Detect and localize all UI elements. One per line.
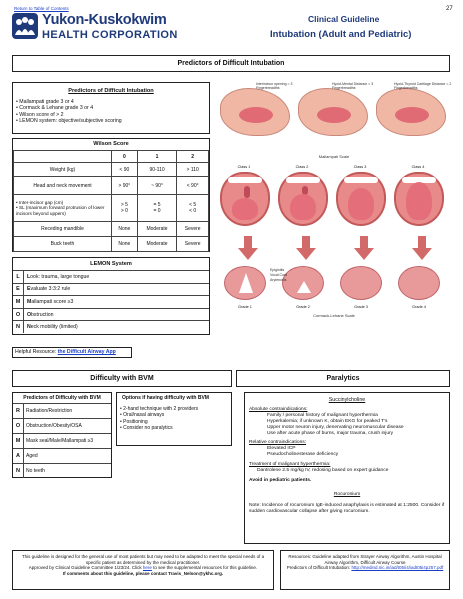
contraindication-item: Pseudocholinesterase deficiency (267, 452, 339, 458)
bvm-option-item: • Oral/nasal airways (120, 412, 165, 419)
wilson-cell: = 5 = 0 (137, 195, 177, 222)
wilson-cell: Severe (177, 222, 209, 237)
wilson-score-table (12, 138, 210, 252)
wilson-cell: > 110 (177, 163, 209, 177)
lemon-row (13, 283, 209, 296)
head-profile-image (376, 88, 446, 136)
footer-disclaimer-box (12, 550, 274, 590)
predictors-box (12, 82, 210, 134)
cormack-grade-label: Grade 2 (296, 305, 310, 309)
footer-disclaimer: This guideline is designed for the general use of most patients but may need to be adapted to meet the special needs of a specific patient as determined by the medical practitioner. (21, 554, 265, 565)
mallampati-class-3-image (336, 172, 386, 226)
lemon-letter: O (13, 309, 24, 321)
avoid-pediatric-note: Avoid in pediatric patients. (249, 477, 312, 483)
lemon-system-box (12, 257, 210, 335)
mallampati-class-2-image (278, 172, 328, 226)
rocuronium-note: Note: Incidence of rocuronium IgE-induced anaphylaxis is estimated at 1:2500. Consider if sudden cardiovascular collapse after giving rocuronium. (249, 502, 445, 514)
bvm-options-box (116, 392, 232, 446)
lemon-desc: Mallampati score ≥3 (27, 298, 74, 305)
cormack-grade-label: Grade 4 (412, 305, 426, 309)
fingerbreadth-label: Interincisor opening = 3 Fingerbreadths (256, 82, 293, 90)
footer-predictors-ref: Predictors of Difficult Intubation: http://medind.nic.in/iad/t05/i4/iadt05i4p257.pdf (286, 565, 444, 571)
contraindication-item: Family / personal history of malignant hyperthermia (267, 412, 378, 418)
mallampati-class-4-image (394, 172, 444, 226)
wilson-cell: Severe (177, 237, 209, 252)
lemon-desc: Evaluate 3:3:2 rule (27, 286, 71, 293)
page-number: 27 (446, 6, 453, 12)
lemon-desc: Obstruction (27, 311, 54, 318)
treatment-title: Treatment of malignant hyperthermia: (249, 462, 331, 468)
wilson-cell: Moderate (137, 237, 177, 252)
lemon-row (13, 295, 209, 308)
fingerbreadth-label: Hyoid-Thyroid Cartilage Distance = 2 Fingerbreadths (394, 82, 452, 90)
cormack-grade-1-image (224, 266, 266, 300)
footer-resources: Resources: Guideline adapted from Strayer Airway Algorithm, Austin Hospital Airway Algorithm, Difficult Airway Course (288, 554, 442, 565)
ykhc-logo-icon (12, 13, 38, 39)
footer-resources-box (280, 550, 450, 590)
cormack-grade-2-image (282, 266, 324, 300)
fingerbreadth-label: Hyoid-Mental Distance = 3 Fingerbreadths (332, 82, 374, 90)
romans-row: M Mask seal/Male/Mallampati ≥3 (13, 433, 111, 448)
wilson-cell: Moderate (137, 222, 177, 237)
romans-row: O Obstruction/Obesity/OSA (13, 418, 111, 433)
wilson-row-label: Weight (kg) (14, 163, 112, 177)
difficult-airway-app-link[interactable]: the Difficult Airway App (57, 349, 116, 355)
wilson-row-label: Head and neck movement (14, 177, 112, 195)
succinylcholine-title: Succinylcholine (328, 397, 366, 403)
bvm-option-item: • Consider no paralytics (120, 424, 173, 431)
wilson-cell: ~ 90° (137, 177, 177, 195)
footer-contact: If comments about this guideline, please contact Travis_Nelson@ykhc.org. (62, 570, 224, 576)
paralytics-box (244, 392, 450, 544)
bvm-predictors-title: Predictors of Difficulty with BVM (23, 395, 101, 401)
mallampati-class-label: Class 1 (237, 165, 251, 169)
wilson-cell: < 90° (177, 177, 209, 195)
relative-contraindications-title: Relative contraindications: (249, 440, 307, 446)
wilson-cell: None (112, 237, 138, 252)
paralytics-section-header: Paralytics (236, 370, 450, 387)
mallampati-class-label: Class 4 (411, 165, 425, 169)
wilson-cell: None (112, 222, 138, 237)
head-profile-image (220, 88, 290, 136)
cormack-grade-4-image (398, 266, 440, 300)
larynx-anatomy-labels: Epiglottis Vocal Cord Arytenoids (270, 268, 288, 282)
wilson-cell: < 90 (112, 163, 138, 177)
romans-row: N No teeth (13, 463, 111, 478)
bvm-option-item: • 2-hand technique with 2 providers (120, 406, 199, 412)
return-to-toc-link[interactable]: Return to Table of Contents (14, 6, 69, 11)
org-name-line1: Yukon-Kuskokwim (42, 12, 167, 28)
wilson-header-cell: 1 (137, 151, 177, 163)
head-profile-image (298, 88, 368, 136)
helpful-resource-box (12, 347, 132, 358)
contraindication-item: Elevated ICP (267, 446, 296, 452)
predictor-item: • LEMON system: objective/subjective scoring (16, 118, 122, 125)
contraindication-item: Hyperkalemia; if unknown K, obtain EKG for peaked T's (267, 418, 388, 424)
wilson-header-cell: 0 (112, 151, 138, 163)
cormack-title: Cormack-Lehane Scale (313, 313, 355, 318)
lemon-desc: Look: trauma, large tongue (27, 273, 90, 280)
wilson-cell: < 5 < 0 (177, 195, 209, 222)
predictors-pdf-link[interactable]: http://medind.nic.in/iad/t05/i4/iadt05i4p257.pdf (351, 565, 444, 571)
cormack-grade-label: Grade 1 (238, 305, 252, 309)
wilson-header-cell: 2 (177, 151, 209, 163)
wilson-cell: > 5 > 0 (112, 195, 138, 222)
predictors-section-header: Predictors of Difficult Intubation (12, 55, 450, 72)
predictor-item: • Wilson score of > 2 (16, 111, 64, 118)
helpful-resource-label: Helpful Resource: (15, 349, 58, 355)
wilson-cell: > 90° (112, 177, 138, 195)
lemon-row (13, 320, 209, 333)
contraindication-item: Use after acute phase of burns, major trauma, crush injury (267, 430, 394, 436)
cormack-grade-3-image (340, 266, 382, 300)
guideline-title: Intubation (Adult and Pediatric) (270, 29, 412, 40)
arrow-icon (228, 236, 444, 260)
footer-approval: Approved by Clinical Guideline Committee 1/23/24. Click here to see the supplemental resources for this guideline. (28, 565, 258, 571)
mallampati-title: Mallampati Scale (318, 154, 350, 159)
romans-row: R Radiation/Restriction (13, 403, 111, 418)
lemon-letter: N (13, 321, 24, 333)
rocuronium-title: Rocuronium (333, 491, 361, 497)
mallampati-class-1-image (220, 172, 270, 226)
guideline-label: Clinical Guideline (308, 14, 380, 24)
contraindication-item: Upper motor neuron injury, denervating neuromuscular disease (267, 424, 404, 430)
romans-row: A Aged (13, 448, 111, 463)
predictor-item: • Cormack & Lehane grade 3 or 4 (16, 105, 94, 112)
airway-illustration (216, 78, 452, 360)
supplemental-resources-link[interactable]: here (142, 565, 152, 571)
lemon-row (13, 270, 209, 283)
mallampati-class-label: Class 2 (295, 165, 309, 169)
lemon-letter: M (13, 296, 24, 308)
predictors-list (16, 99, 206, 125)
predictor-item: • Mallampati grade 3 or 4 (16, 99, 74, 105)
wilson-row-label: Receding mandible (14, 222, 112, 237)
absolute-contraindications-title: Absolute contraindications: (249, 406, 308, 412)
lemon-desc: Neck mobility (limited) (27, 324, 78, 331)
lemon-letter: L (13, 271, 24, 283)
wilson-cell: 90-110 (137, 163, 177, 177)
wilson-header-cell (14, 151, 112, 163)
bvm-predictors-box (12, 392, 112, 478)
wilson-row-label: • Inter-incisor gap (cm) • SL (maximum forward protrusion of lower incisors beyond uppers) (14, 195, 112, 222)
lemon-letter: E (13, 284, 24, 296)
predictors-box-title: Predictors of Difficult Intubation (68, 88, 154, 94)
lemon-row (13, 308, 209, 321)
mallampati-class-label: Class 3 (353, 165, 367, 169)
bvm-section-header: Difficulty with BVM (12, 370, 232, 387)
treatment-item: Dantrolene 2.5 mg/kg IV, redosing based on expert guidance (257, 468, 389, 474)
wilson-title: Wilson Score (93, 141, 129, 147)
wilson-row-label: Buck teeth (14, 237, 112, 252)
org-name-line2: HEALTH CORPORATION (42, 29, 178, 41)
bvm-option-item: • Positioning (120, 418, 148, 425)
cormack-grade-label: Grade 3 (354, 305, 368, 309)
lemon-title: LEMON System (90, 261, 132, 267)
bvm-options-title: Options if having difficulty with BVM (122, 395, 209, 401)
